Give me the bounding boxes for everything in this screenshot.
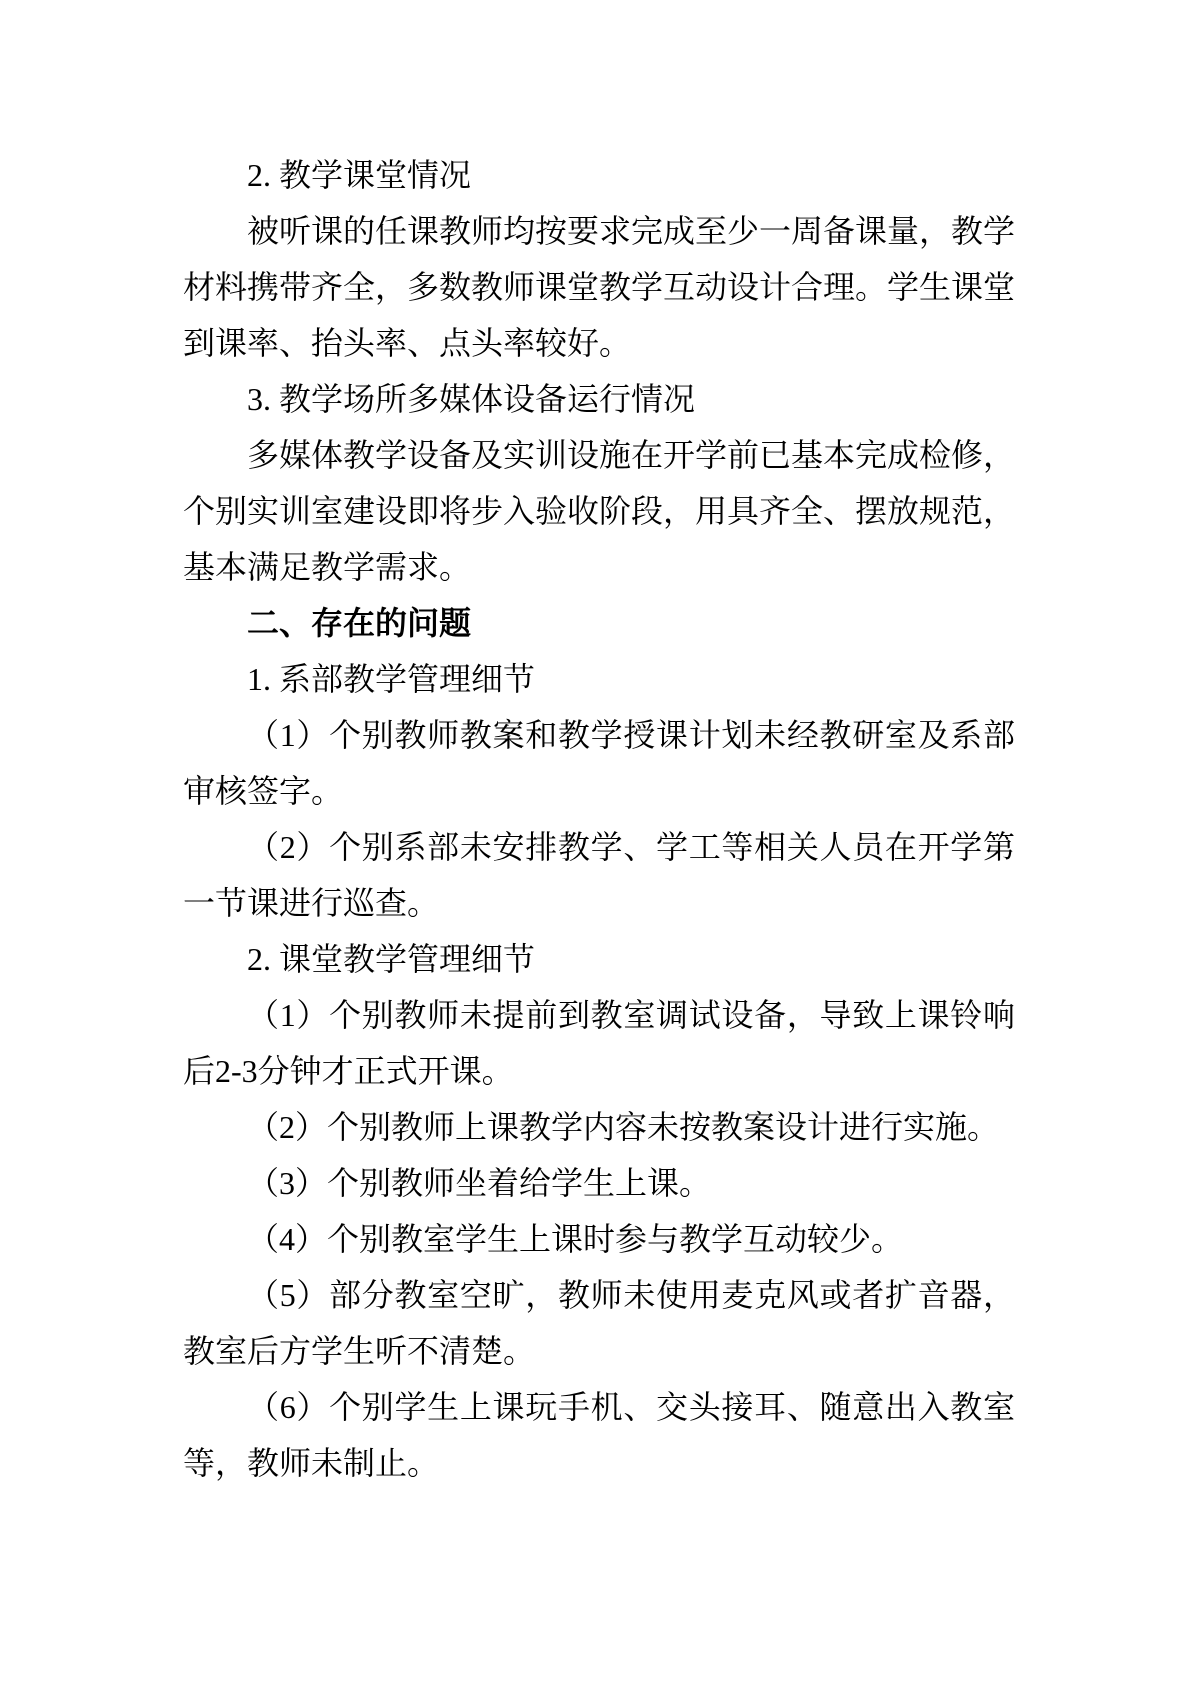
para-classroom-observation-summary: 被听课的任课教师均按要求完成至少一周备课量，教学材料携带齐全，多数教师课堂教学互动设计合理。学生课堂到课率、抬头率、点头率较好。 [183, 213, 1016, 361]
para-problem-2-3-teacher-sitting: （3）个别教师坐着给学生上课。 [247, 1165, 712, 1201]
section-heading-existing-problems: 二、存在的问题 [247, 605, 472, 641]
para-problem-1-1-lesson-plans-unsigned: （1）个别教师教案和教学授课计划未经教研室及系部审核签字。 [183, 717, 1015, 809]
document-body [183, 147, 1015, 1491]
para-problem-2-4-low-interaction: （4）个别教室学生上课时参与教学互动较少。 [247, 1221, 904, 1257]
para-problem-2-2-content-not-per-plan: （2）个别教师上课教学内容未按教案设计进行实施。 [247, 1109, 1000, 1145]
para-problem-1-2-no-first-class-inspection: （2）个别系部未安排教学、学工等相关人员在开学第一节课进行巡查。 [183, 829, 1015, 921]
para-problem-2-6-student-misbehavior: （6）个别学生上课玩手机、交头接耳、随意出入教室等，教师未制止。 [183, 1389, 1015, 1481]
para-problem-2-5-no-microphone: （5）部分教室空旷，教师未使用麦克风或者扩音器，教室后方学生听不清楚。 [183, 1277, 1015, 1369]
subheading-multimedia-equipment-operation: 3. 教学场所多媒体设备运行情况 [247, 381, 696, 417]
para-multimedia-equipment-summary: 多媒体教学设备及实训设施在开学前已基本完成检修，个别实训室建设即将步入验收阶段，用具齐全、摆放规范，基本满足教学需求。 [183, 437, 1016, 585]
subheading-teaching-classroom-situation: 2. 教学课堂情况 [247, 157, 472, 193]
subheading-department-management-details: 1. 系部教学管理细节 [247, 661, 536, 697]
subheading-classroom-teaching-management-details: 2. 课堂教学管理细节 [247, 941, 536, 977]
para-problem-2-1-late-class-start: （1）个别教师未提前到教室调试设备，导致上课铃响后2-3分钟才正式开课。 [183, 997, 1015, 1089]
